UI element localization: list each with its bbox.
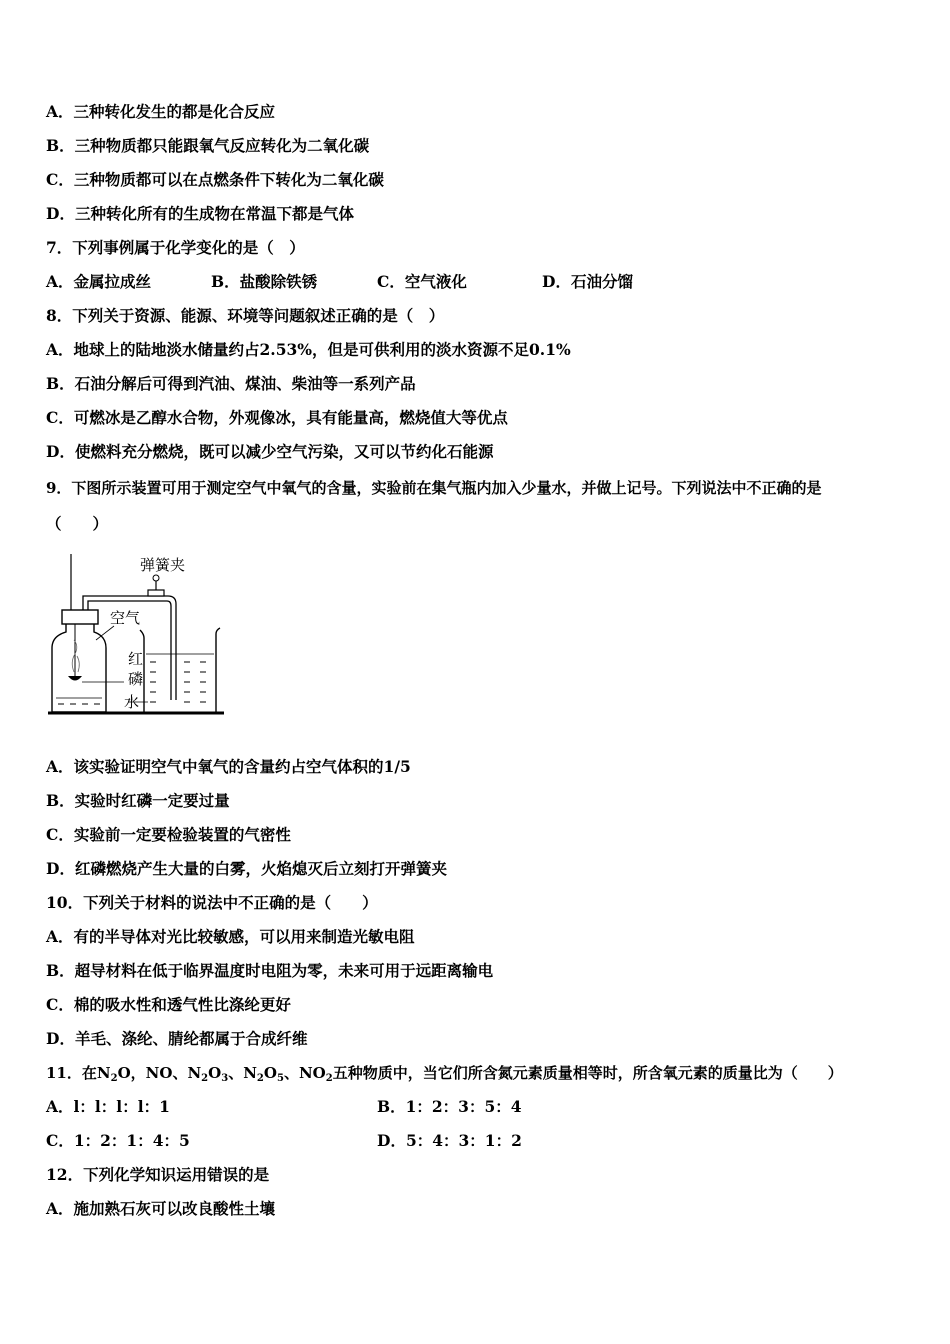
q8-option-c: C．可燃冰是乙醇水合物，外观像冰，具有能量高，燃烧值大等优点 <box>46 408 508 427</box>
beaker <box>140 628 220 713</box>
q9-option-a: A．该实验证明空气中氧气的含量约占空气体积的1/5 <box>46 757 411 776</box>
q11-stem-prefix: 11．在 <box>46 1064 97 1082</box>
q7-option-d: D．石油分馏 <box>542 272 633 291</box>
q10-option-a: A．有的半导体对光比较敏感，可以用来制造光敏电阻 <box>46 927 415 946</box>
q8-option-a: A．地球上的陆地淡水储量约占2.53%，但是可供利用的淡水资源不足0.1% <box>46 340 571 359</box>
q11-option-d: D．5：4：3：1：2 <box>377 1131 522 1150</box>
q7-option-a: A．金属拉成丝 <box>46 272 152 291</box>
formula-n2o: $N_2O$ <box>96 1064 131 1084</box>
q9-stem-line1: 9．下图所示装置可用于测定空气中氧气的含量，实验前在集气瓶内加入少量水，并做上记号。下列说法中不正确的是 <box>46 479 822 497</box>
label-phosphorus-1: 红 <box>128 650 144 668</box>
q11-option-a: A．l：l：l：l：1 <box>46 1097 170 1116</box>
label-clamp: 弹簧夹 <box>140 556 186 574</box>
q7-stem: 7．下列事例属于化学变化的是（ ） <box>46 238 305 257</box>
q6-option-b: B．三种物质都只能跟氧气反应转化为二氧化碳 <box>46 136 370 155</box>
q9-option-d: D．红磷燃烧产生大量的白雾，火焰熄灭后立刻打开弹簧夹 <box>46 859 447 878</box>
q6-option-a: A．三种转化发生的都是化合反应 <box>46 102 276 121</box>
q9-stem-line2: （ ） <box>46 514 109 533</box>
q8-option-b: B．石油分解后可得到汽油、煤油、柴油等一系列产品 <box>46 374 416 393</box>
q9-option-b: B．实验时红磷一定要过量 <box>46 791 230 810</box>
label-phosphorus-2: 磷 <box>128 670 144 688</box>
q8-option-d: D．使燃料充分燃烧，既可以减少空气污染，又可以节约化石能源 <box>46 442 494 461</box>
q11-option-b: B．1：2：3：5：4 <box>377 1097 522 1116</box>
formula-n2o3: $N_2O_3$ <box>187 1064 229 1084</box>
beaker-water <box>150 662 206 702</box>
q11-stem: 11．在$N_2O$，NO、$N_2O_3$、$N_2O_5$、$NO_2$五种物质中，当它们所含氮元素质量相等时，所含氧元素的质量比为（ ） <box>46 1064 843 1084</box>
q7-option-c: C．空气液化 <box>377 272 467 291</box>
label-water: 水 <box>124 693 140 711</box>
q10-option-c: C．棉的吸水性和透气性比涤纶更好 <box>46 995 291 1014</box>
q7-option-b: B．盐酸除铁锈 <box>211 272 318 291</box>
q10-option-d: D．羊毛、涤纶、腈纶都属于合成纤维 <box>46 1029 308 1048</box>
q9-option-c: C．实验前一定要检验装置的气密性 <box>46 825 291 844</box>
q12-option-a: A．施加熟石灰可以改良酸性土壤 <box>46 1199 276 1218</box>
q6-option-d: D．三种转化所有的生成物在常温下都是气体 <box>46 204 354 223</box>
label-air: 空气 <box>110 609 141 627</box>
formula-no: NO <box>145 1064 173 1082</box>
stopper <box>62 610 98 624</box>
q8-stem: 8．下列关于资源、能源、环境等问题叙述正确的是（ ） <box>46 306 445 325</box>
q12-stem: 12．下列化学知识运用错误的是 <box>46 1165 270 1184</box>
formula-no2: $NO_2$ <box>298 1064 333 1084</box>
q6-option-c: C．三种物质都可以在点燃条件下转化为二氧化碳 <box>46 170 384 189</box>
q11-stem-suffix: 五种物质中，当它们所含氮元素质量相等时，所含氧元素的质量比为（ ） <box>332 1064 843 1082</box>
q10-stem: 10．下列关于材料的说法中不正确的是（ ） <box>46 893 378 912</box>
q10-option-b: B．超导材料在低于临界温度时电阻为零，未来可用于远距离输电 <box>46 961 494 980</box>
formula-n2o5: $N_2O_5$ <box>243 1064 284 1084</box>
burning-spoon <box>68 676 82 681</box>
q11-option-c: C．1：2：1：4：5 <box>46 1131 190 1150</box>
apparatus-diagram <box>44 550 234 720</box>
